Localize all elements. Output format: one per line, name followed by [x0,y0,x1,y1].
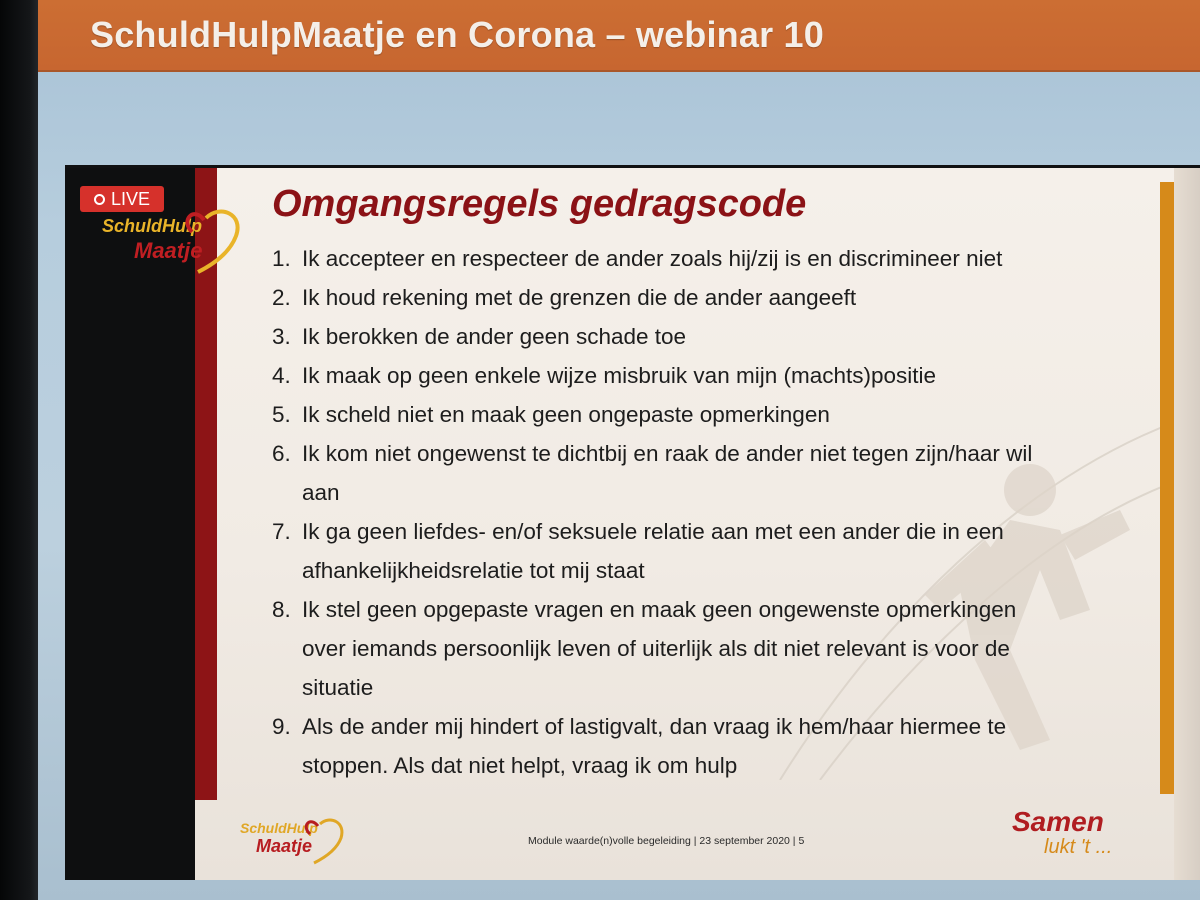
monitor-bezel [0,0,38,900]
slide-right-edge [1174,168,1200,880]
rule-text-line: over iemands persoonlijk leven of uiterlijk als dit niet relevant is voor de [302,636,1010,661]
video-side-strip [65,168,195,880]
rule-number: 1. [272,246,291,271]
rule-number: 5. [272,402,291,427]
tagline-lukt: lukt 't ... [1044,836,1113,858]
rule-item [272,517,1152,583]
rule-number: 7. [272,519,291,544]
rule-text-line: aan [302,480,340,505]
rule-text-line: afhankelijkheidsrelatie tot mij staat [302,558,645,583]
heart-logo-icon [184,206,246,276]
rule-text-line: Ik berokken de ander geen schade toe [302,324,687,349]
rule-item [272,439,1152,505]
rule-number: 6. [272,441,291,466]
rule-item [272,400,1152,429]
schuldhulpmaatje-logo [96,212,256,272]
rule-text-line: Ik stel geen opgepaste vragen en maak geen ongewenste opmerkingen [302,597,1017,622]
rule-number: 9. [272,714,291,739]
rule-text-line: situatie [302,675,374,700]
rule-item [272,361,1152,390]
webinar-title: SchuldHulpMaatje en Corona – webinar 10 [90,14,824,55]
logo-line1: SchuldHulp [102,216,202,236]
live-badge [80,186,164,212]
rule-text-line: Ik ga geen liefdes- en/of seksuele relatie aan met een ander die in een [302,519,1004,544]
rule-number: 4. [272,363,291,388]
rule-text-line: Ik kom niet ongewenst te dichtbij en raak de ander niet tegen zijn/haar wil [302,441,1033,466]
rule-item [272,595,1152,700]
live-label: LIVE [110,188,151,209]
record-icon [94,194,105,205]
tagline-samen: Samen [1012,806,1104,837]
footer-heart-icon [304,816,348,866]
rule-item [272,283,1152,312]
rule-number: 2. [272,285,291,310]
rule-text-line: Als de ander mij hindert of lastigvalt, dan vraag ik hem/haar hiermee te [302,714,1007,739]
rule-text-line: Ik houd rekening met de grenzen die de ander aangeeft [302,285,857,310]
slide-title: Omgangsregels gedragscode [272,183,807,225]
rule-number: 3. [272,324,291,349]
rule-text-line: stoppen. Als dat niet helpt, vraag ik om hulp [302,753,738,778]
footer-module-info: Module waarde(n)volle begeleiding | 23 september 2020 | 5 [528,835,805,847]
logo-line2: Maatje [134,238,203,263]
rule-text-line: Ik scheld niet en maak geen ongepaste opmerkingen [302,402,830,427]
footer-logo [236,814,366,864]
rule-item [272,322,1152,351]
webinar-banner [38,0,1200,72]
footer-logo-line2: Maatje [256,836,313,856]
slide-orange-bar [1160,182,1174,794]
rule-item [272,244,1152,273]
footer-logo-line1: SchuldHulp [240,820,318,836]
rule-text-line: Ik maak op geen enkele wijze misbruik van mijn (machts)positie [302,363,937,388]
rule-number: 8. [272,597,291,622]
rule-text-line: Ik accepteer en respecteer de ander zoals hij/zij is en discrimineer niet [302,246,1003,271]
rule-item [272,712,1152,778]
